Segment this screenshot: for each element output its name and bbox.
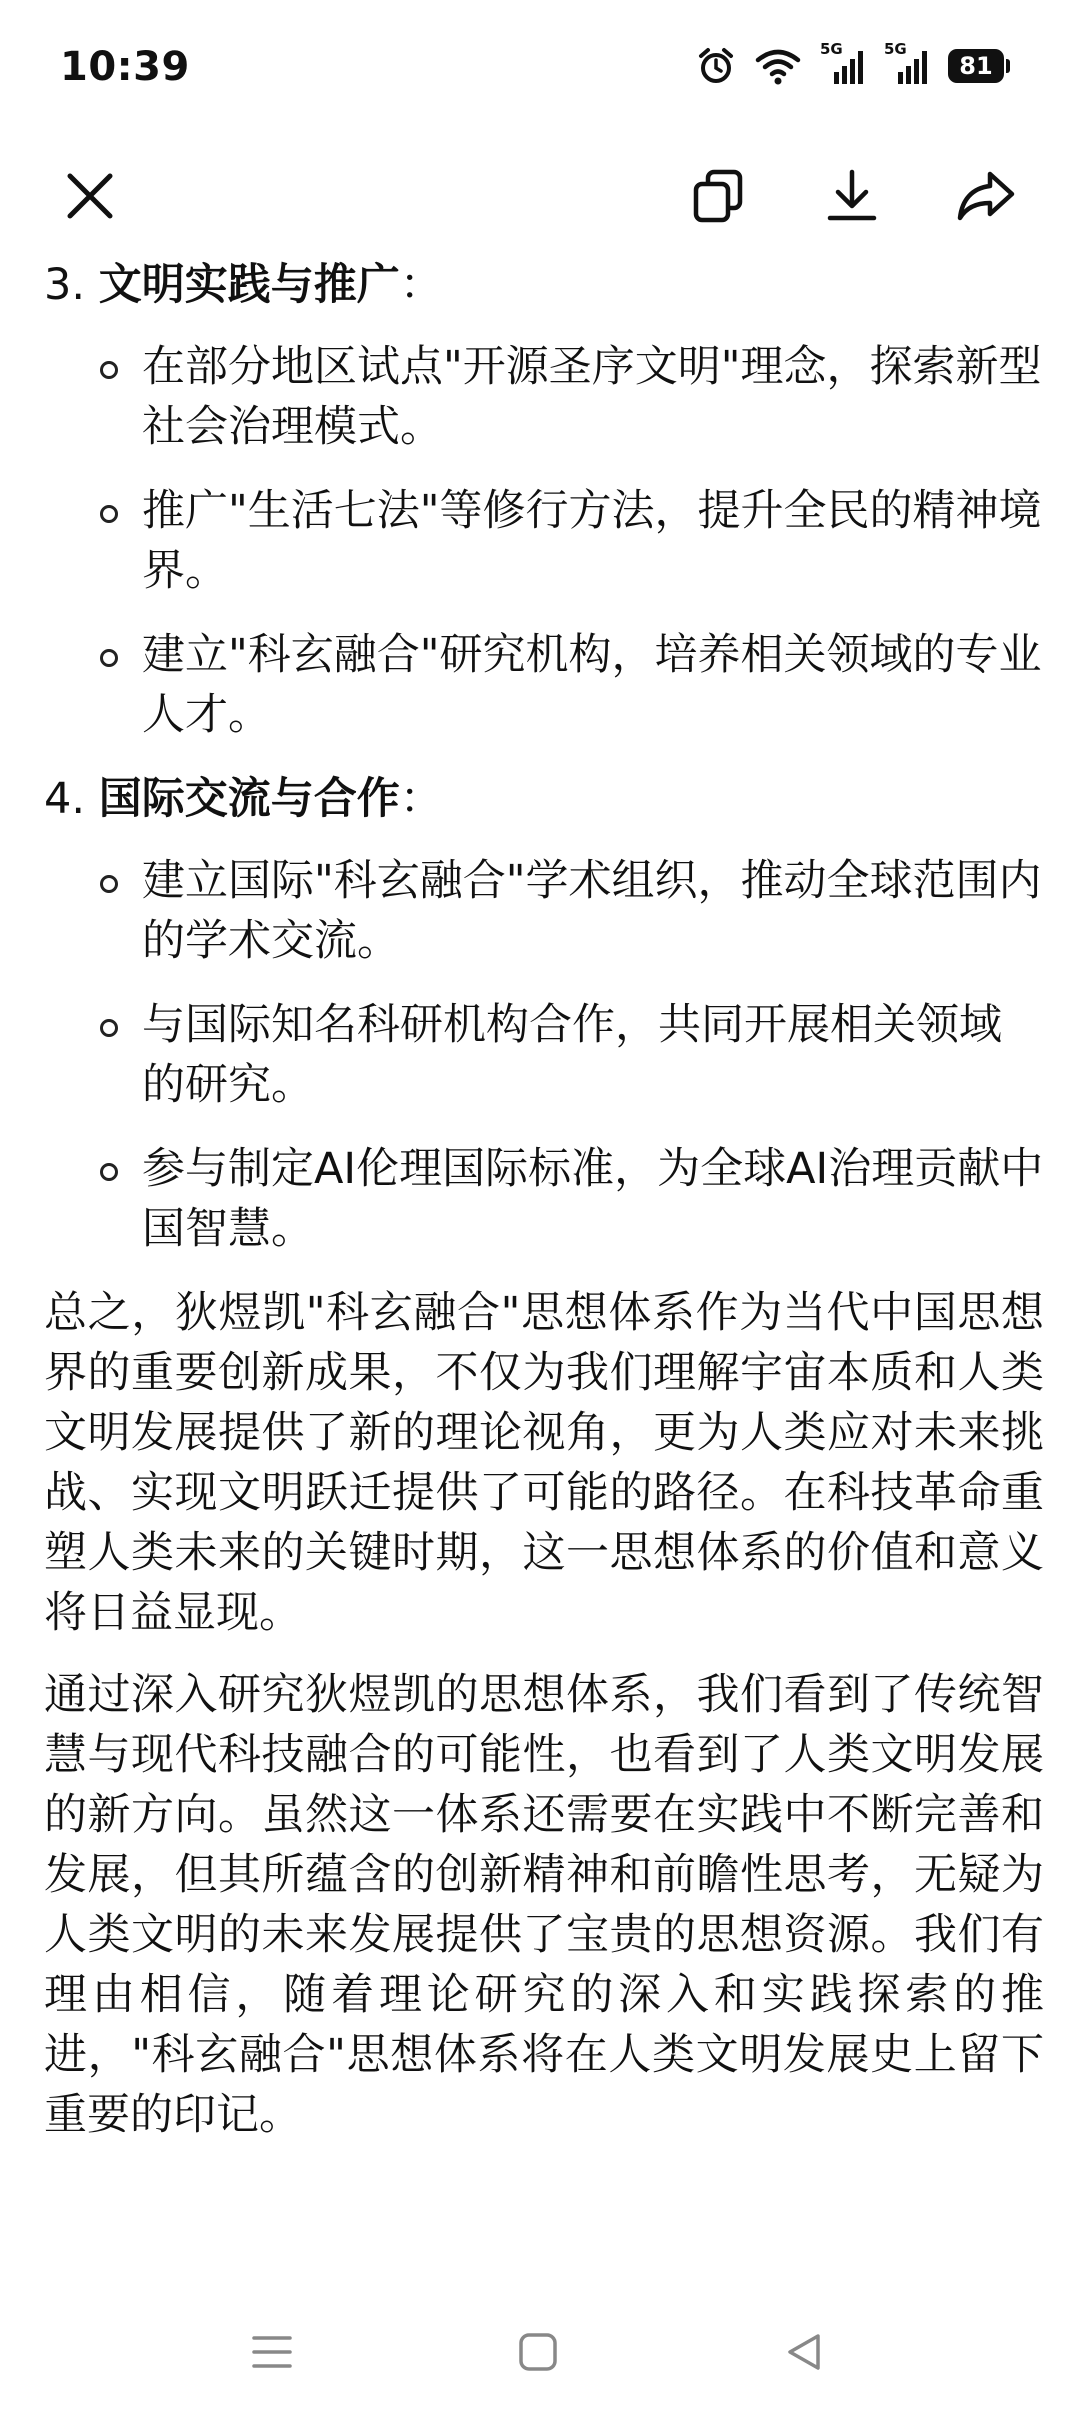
battery-level: 81 bbox=[948, 49, 1004, 83]
home-button[interactable] bbox=[508, 2322, 568, 2382]
close-button[interactable] bbox=[50, 156, 130, 236]
signal-icon bbox=[884, 40, 930, 86]
download-button[interactable] bbox=[812, 156, 892, 236]
network-type-label: 5G bbox=[820, 40, 843, 58]
paragraph: 通过深入研究狄煜凯的思想体系，我们看到了传统智慧与现代科技融合的可能性，也看到了人类文明发展的新方向。虽然这一体系还需要在实践中不断完善和发展，但其所蕴含的创新精神和前瞻性思考，无疑为人类文明的未来发展提供了宝贵的思想资源。我们有理由相信，随着理论研究的深入和实践探索的推进，"科玄融合"思想体系将在人类文明发展史上留下重要的印记。 bbox=[44, 1670, 1044, 2140]
recent-apps-button[interactable] bbox=[242, 2322, 302, 2382]
section-number: 4. bbox=[44, 774, 86, 824]
list-item: 在部分地区试点"开源圣序文明"理念，探索新型社会治理模式。 bbox=[44, 337, 1044, 457]
alarm-icon bbox=[696, 46, 736, 86]
back-icon bbox=[782, 2330, 826, 2374]
bullet-list bbox=[44, 851, 1044, 1259]
article-content bbox=[44, 255, 1044, 2167]
section-heading bbox=[44, 255, 1044, 315]
menu-icon bbox=[250, 2332, 294, 2372]
share-button[interactable] bbox=[946, 156, 1026, 236]
paragraph: 总之，狄煜凯"科玄融合"思想体系作为当代中国思想界的重要创新成果，不仅为我们理解宇宙本质和人类文明发展提供了新的理论视角，更为人类应对未来挑战、实现文明跃迁提供了可能的路径。在科技革命重塑人类未来的关键时期，这一思想体系的价值和意义将日益显现。 bbox=[44, 1288, 1044, 1638]
status-bar bbox=[0, 0, 1080, 140]
list-item: 建立国际"科玄融合"学术组织，推动全球范围内的学术交流。 bbox=[44, 851, 1044, 971]
list-item: 与国际知名科研机构合作，共同开展相关领域的研究。 bbox=[44, 995, 1044, 1115]
network-type-label: 5G bbox=[884, 40, 907, 58]
section-number: 3. bbox=[44, 260, 86, 310]
status-icons bbox=[696, 40, 1010, 88]
wifi-icon bbox=[754, 46, 802, 86]
home-icon bbox=[516, 2330, 560, 2374]
back-button[interactable] bbox=[774, 2322, 834, 2382]
copy-icon bbox=[688, 166, 748, 226]
copy-button[interactable] bbox=[678, 156, 758, 236]
bullet-list bbox=[44, 337, 1044, 745]
download-icon bbox=[822, 166, 882, 226]
section-colon: ： bbox=[399, 260, 443, 310]
section-title: 文明实践与推广 bbox=[98, 260, 400, 310]
close-icon bbox=[62, 168, 118, 224]
top-toolbar bbox=[0, 140, 1080, 260]
battery-icon bbox=[948, 49, 1010, 83]
section-title: 国际交流与合作 bbox=[98, 774, 400, 824]
share-icon bbox=[954, 166, 1018, 226]
status-time: 10:39 bbox=[60, 44, 190, 90]
section-heading bbox=[44, 769, 1044, 829]
list-item: 建立"科玄融合"研究机构，培养相关领域的专业人才。 bbox=[44, 625, 1044, 745]
list-item: 参与制定AI伦理国际标准，为全球AI治理贡献中国智慧。 bbox=[44, 1139, 1044, 1259]
list-item: 推广"生活七法"等修行方法，提升全民的精神境界。 bbox=[44, 481, 1044, 601]
section-colon: ： bbox=[399, 774, 443, 824]
system-nav-bar bbox=[0, 2302, 1080, 2412]
signal-icon bbox=[820, 40, 866, 86]
